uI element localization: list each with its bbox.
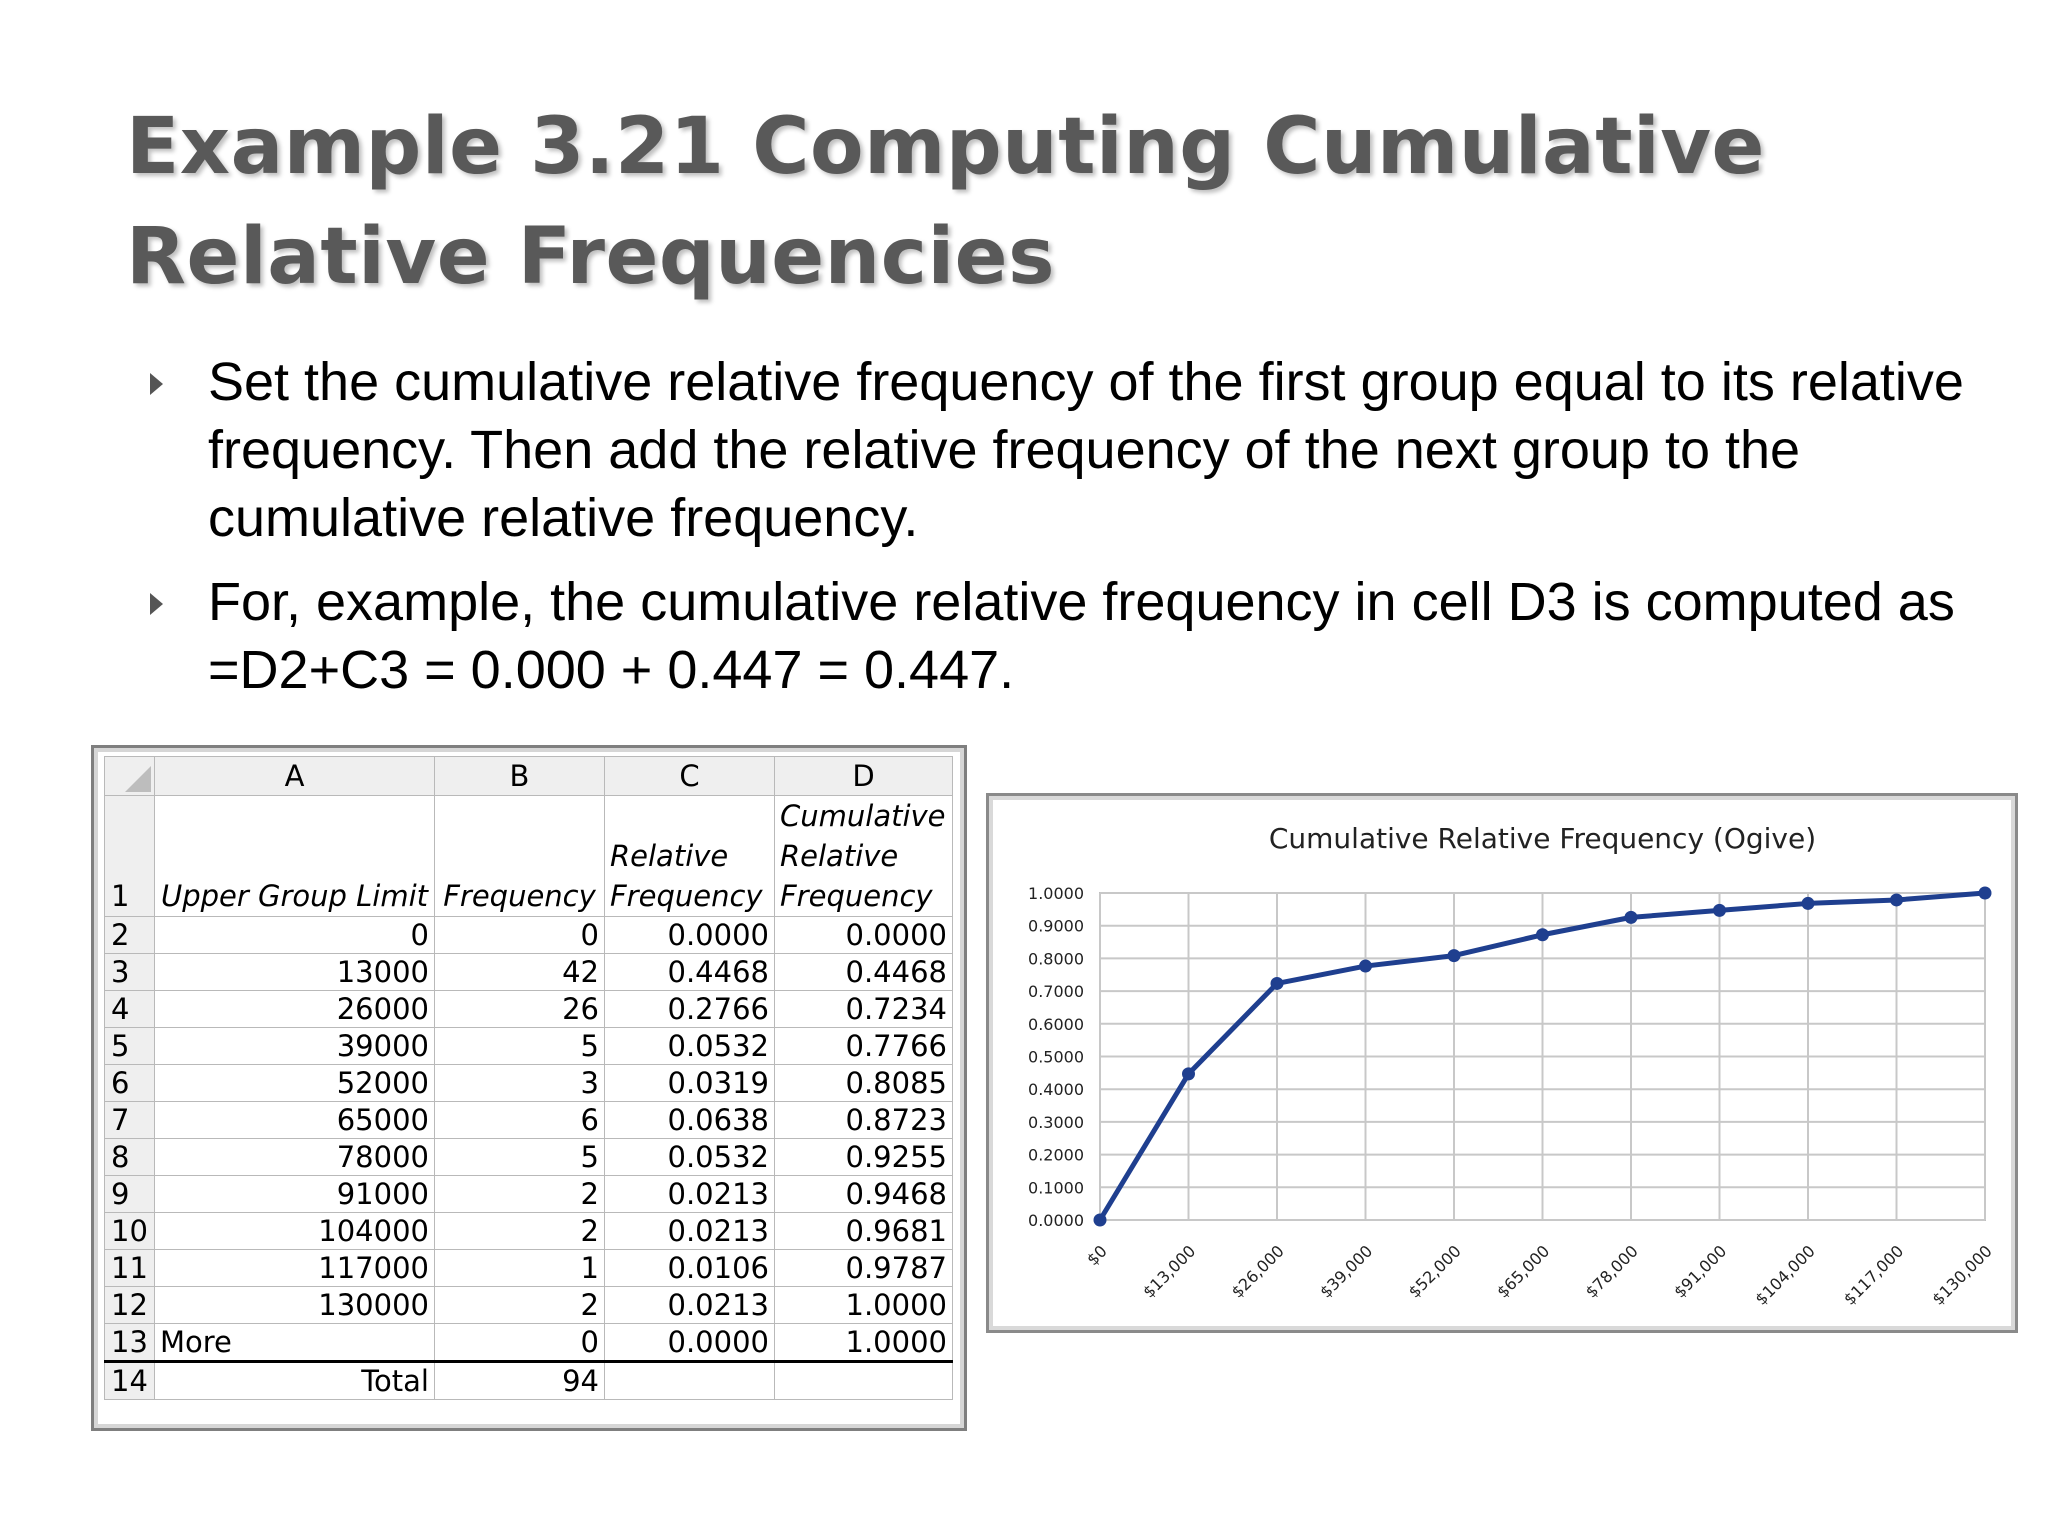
table-row — [105, 1324, 953, 1362]
x-tick-label: $91,000 — [1670, 1241, 1731, 1302]
x-tick-label: $65,000 — [1493, 1241, 1554, 1302]
slide-title-line-2: Relative Frequencies — [126, 212, 1056, 302]
row-number: 5 — [105, 1028, 155, 1065]
cell-upper-group-limit: 104000 — [155, 1213, 435, 1250]
header-text: Cumulative — [780, 799, 946, 833]
cell-cumulative-relative-frequency: 0.9787 — [775, 1250, 953, 1287]
data-point — [1182, 1067, 1195, 1080]
cell-frequency: 0 — [435, 1324, 605, 1362]
cell-cumulative-relative-frequency: 0.0000 — [775, 917, 953, 954]
cell-relative-frequency: 0.0000 — [605, 1324, 775, 1362]
row-number: 12 — [105, 1287, 155, 1324]
cell-upper-group-limit: 0 — [155, 917, 435, 954]
cell-frequency: 0 — [435, 917, 605, 954]
table-row — [105, 1213, 953, 1250]
table-row — [105, 1250, 953, 1287]
cell-relative-frequency: 0.0106 — [605, 1250, 775, 1287]
table-row — [105, 917, 953, 954]
cell-frequency: 3 — [435, 1065, 605, 1102]
row-number: 14 — [105, 1362, 155, 1400]
table-row — [105, 954, 953, 991]
cell-frequency: 5 — [435, 1028, 605, 1065]
x-tick-label: $130,000 — [1928, 1241, 1996, 1309]
cell-upper-group-limit: 52000 — [155, 1065, 435, 1102]
row-number: 11 — [105, 1250, 155, 1287]
y-tick-label: 0.3000 — [1028, 1112, 1084, 1132]
cell-upper-group-limit: 78000 — [155, 1139, 435, 1176]
row-number: 6 — [105, 1065, 155, 1102]
row-number: 1 — [105, 796, 155, 917]
cell-frequency: 6 — [435, 1102, 605, 1139]
x-tick-label: $0 — [1082, 1241, 1111, 1270]
cell-frequency: 2 — [435, 1213, 605, 1250]
table-row — [105, 1139, 953, 1176]
table-row — [105, 1065, 953, 1102]
row-number: 7 — [105, 1102, 155, 1139]
y-tick-label: 0.4000 — [1028, 1080, 1084, 1100]
table-row — [105, 1176, 953, 1213]
cell-upper-group-limit: 65000 — [155, 1102, 435, 1139]
header-text: Frequency — [610, 879, 763, 913]
cell-relative-frequency: 0.0532 — [605, 1028, 775, 1065]
total-value: 94 — [435, 1362, 605, 1400]
total-label: Total — [155, 1362, 435, 1400]
cell-relative-frequency: 0.0213 — [605, 1287, 775, 1324]
y-tick-label: 0.8000 — [1028, 949, 1084, 969]
table-row — [105, 1287, 953, 1324]
cell-frequency: 5 — [435, 1139, 605, 1176]
cell-relative-frequency: 0.0532 — [605, 1139, 775, 1176]
spreadsheet-image — [91, 745, 967, 1431]
bullet-item — [146, 568, 2006, 704]
column-header-d: D — [775, 757, 953, 796]
cell-cumulative-relative-frequency: 0.9681 — [775, 1213, 953, 1250]
data-point — [1979, 887, 1992, 900]
table-row — [105, 1102, 953, 1139]
data-point — [1536, 928, 1549, 941]
cell-upper-group-limit: 26000 — [155, 991, 435, 1028]
y-tick-label: 1.0000 — [1028, 884, 1084, 903]
bullet-item — [146, 348, 2006, 552]
cell-cumulative-relative-frequency: 1.0000 — [775, 1287, 953, 1324]
x-tick-label: $104,000 — [1751, 1241, 1819, 1309]
bullet-arrow-icon — [150, 373, 163, 395]
data-point — [1802, 897, 1815, 910]
cell-upper-group-limit: 39000 — [155, 1028, 435, 1065]
cell-relative-frequency: 0.0000 — [605, 917, 775, 954]
bullet-text: For, example, the cumulative relative frequency in cell D3 is computed as =D2+C3 = 0.000 + 0.447 = 0.447. — [208, 572, 1955, 700]
y-tick-label: 0.1000 — [1028, 1178, 1084, 1198]
column-header-c: C — [605, 757, 775, 796]
y-tick-label: 0.5000 — [1028, 1047, 1084, 1067]
bullet-list — [146, 348, 2006, 720]
header-cumulative-relative-frequency — [775, 796, 953, 917]
cell-relative-frequency: 0.4468 — [605, 954, 775, 991]
row-number: 9 — [105, 1176, 155, 1213]
column-header-a: A — [155, 757, 435, 796]
cell-cumulative-relative-frequency: 0.8085 — [775, 1065, 953, 1102]
cell-frequency: 2 — [435, 1176, 605, 1213]
row-number: 2 — [105, 917, 155, 954]
y-tick-label: 0.6000 — [1028, 1014, 1084, 1034]
row-number: 10 — [105, 1213, 155, 1250]
header-text: Frequency — [780, 879, 933, 913]
column-header-b: B — [435, 757, 605, 796]
cell-cumulative-relative-frequency: 0.9468 — [775, 1176, 953, 1213]
slide-title — [126, 92, 1946, 312]
column-header-row — [105, 757, 953, 796]
cell-cumulative-relative-frequency: 1.0000 — [775, 1324, 953, 1362]
empty-cell — [775, 1362, 953, 1400]
header-upper-group-limit: Upper Group Limit — [155, 796, 435, 917]
cell-upper-group-limit: More — [155, 1324, 435, 1362]
cell-cumulative-relative-frequency: 0.9255 — [775, 1139, 953, 1176]
cell-cumulative-relative-frequency: 0.4468 — [775, 954, 953, 991]
cell-cumulative-relative-frequency: 0.8723 — [775, 1102, 953, 1139]
header-text: Relative — [610, 839, 729, 873]
data-point — [1094, 1214, 1107, 1227]
data-point — [1625, 911, 1638, 924]
y-tick-label: 0.0000 — [1028, 1211, 1084, 1230]
cell-relative-frequency: 0.2766 — [605, 991, 775, 1028]
cell-frequency: 42 — [435, 954, 605, 991]
y-tick-label: 0.2000 — [1028, 1145, 1084, 1165]
row-number: 3 — [105, 954, 155, 991]
cell-frequency: 1 — [435, 1250, 605, 1287]
empty-cell — [605, 1362, 775, 1400]
cell-relative-frequency: 0.0319 — [605, 1065, 775, 1102]
x-tick-label: $52,000 — [1404, 1241, 1465, 1302]
ogive-chart-svg — [989, 796, 2015, 1330]
chart-title: Cumulative Relative Frequency (Ogive) — [1268, 822, 1817, 855]
cell-upper-group-limit: 91000 — [155, 1176, 435, 1213]
cell-relative-frequency: 0.0213 — [605, 1176, 775, 1213]
cell-upper-group-limit: 13000 — [155, 954, 435, 991]
cell-upper-group-limit: 117000 — [155, 1250, 435, 1287]
table-header-row — [105, 796, 953, 917]
row-number: 4 — [105, 991, 155, 1028]
x-tick-label: $13,000 — [1139, 1241, 1200, 1302]
header-text: Relative — [780, 839, 899, 873]
bullet-arrow-icon — [150, 593, 163, 615]
header-frequency: Frequency — [435, 796, 605, 917]
header-relative-frequency — [605, 796, 775, 917]
y-tick-label: 0.9000 — [1028, 916, 1084, 936]
cell-frequency: 26 — [435, 991, 605, 1028]
select-all-corner — [105, 757, 155, 796]
data-point — [1890, 893, 1903, 906]
bullet-text: Set the cumulative relative frequency of the first group equal to its relative frequency. Then add the relative frequency of the next group to the cumulative relative frequency. — [208, 352, 1964, 548]
data-point — [1359, 960, 1372, 973]
row-number: 8 — [105, 1139, 155, 1176]
data-point — [1271, 977, 1284, 990]
x-tick-label: $39,000 — [1316, 1241, 1377, 1302]
cell-upper-group-limit: 130000 — [155, 1287, 435, 1324]
data-point — [1713, 904, 1726, 917]
row-number: 13 — [105, 1324, 155, 1362]
slide-title-line-1: Example 3.21 Computing Cumulative — [126, 102, 1765, 192]
cell-relative-frequency: 0.0213 — [605, 1213, 775, 1250]
x-tick-label: $26,000 — [1227, 1241, 1288, 1302]
x-tick-label: $117,000 — [1839, 1241, 1908, 1309]
cell-cumulative-relative-frequency: 0.7766 — [775, 1028, 953, 1065]
x-tick-label: $78,000 — [1581, 1241, 1642, 1302]
cell-relative-frequency: 0.0638 — [605, 1102, 775, 1139]
ogive-chart — [986, 793, 2018, 1333]
spreadsheet-table — [104, 756, 953, 1400]
cell-frequency: 2 — [435, 1287, 605, 1324]
y-tick-label: 0.7000 — [1028, 982, 1084, 1002]
data-point — [1448, 949, 1461, 962]
total-row — [105, 1362, 953, 1400]
cell-cumulative-relative-frequency: 0.7234 — [775, 991, 953, 1028]
table-row — [105, 991, 953, 1028]
table-row — [105, 1028, 953, 1065]
